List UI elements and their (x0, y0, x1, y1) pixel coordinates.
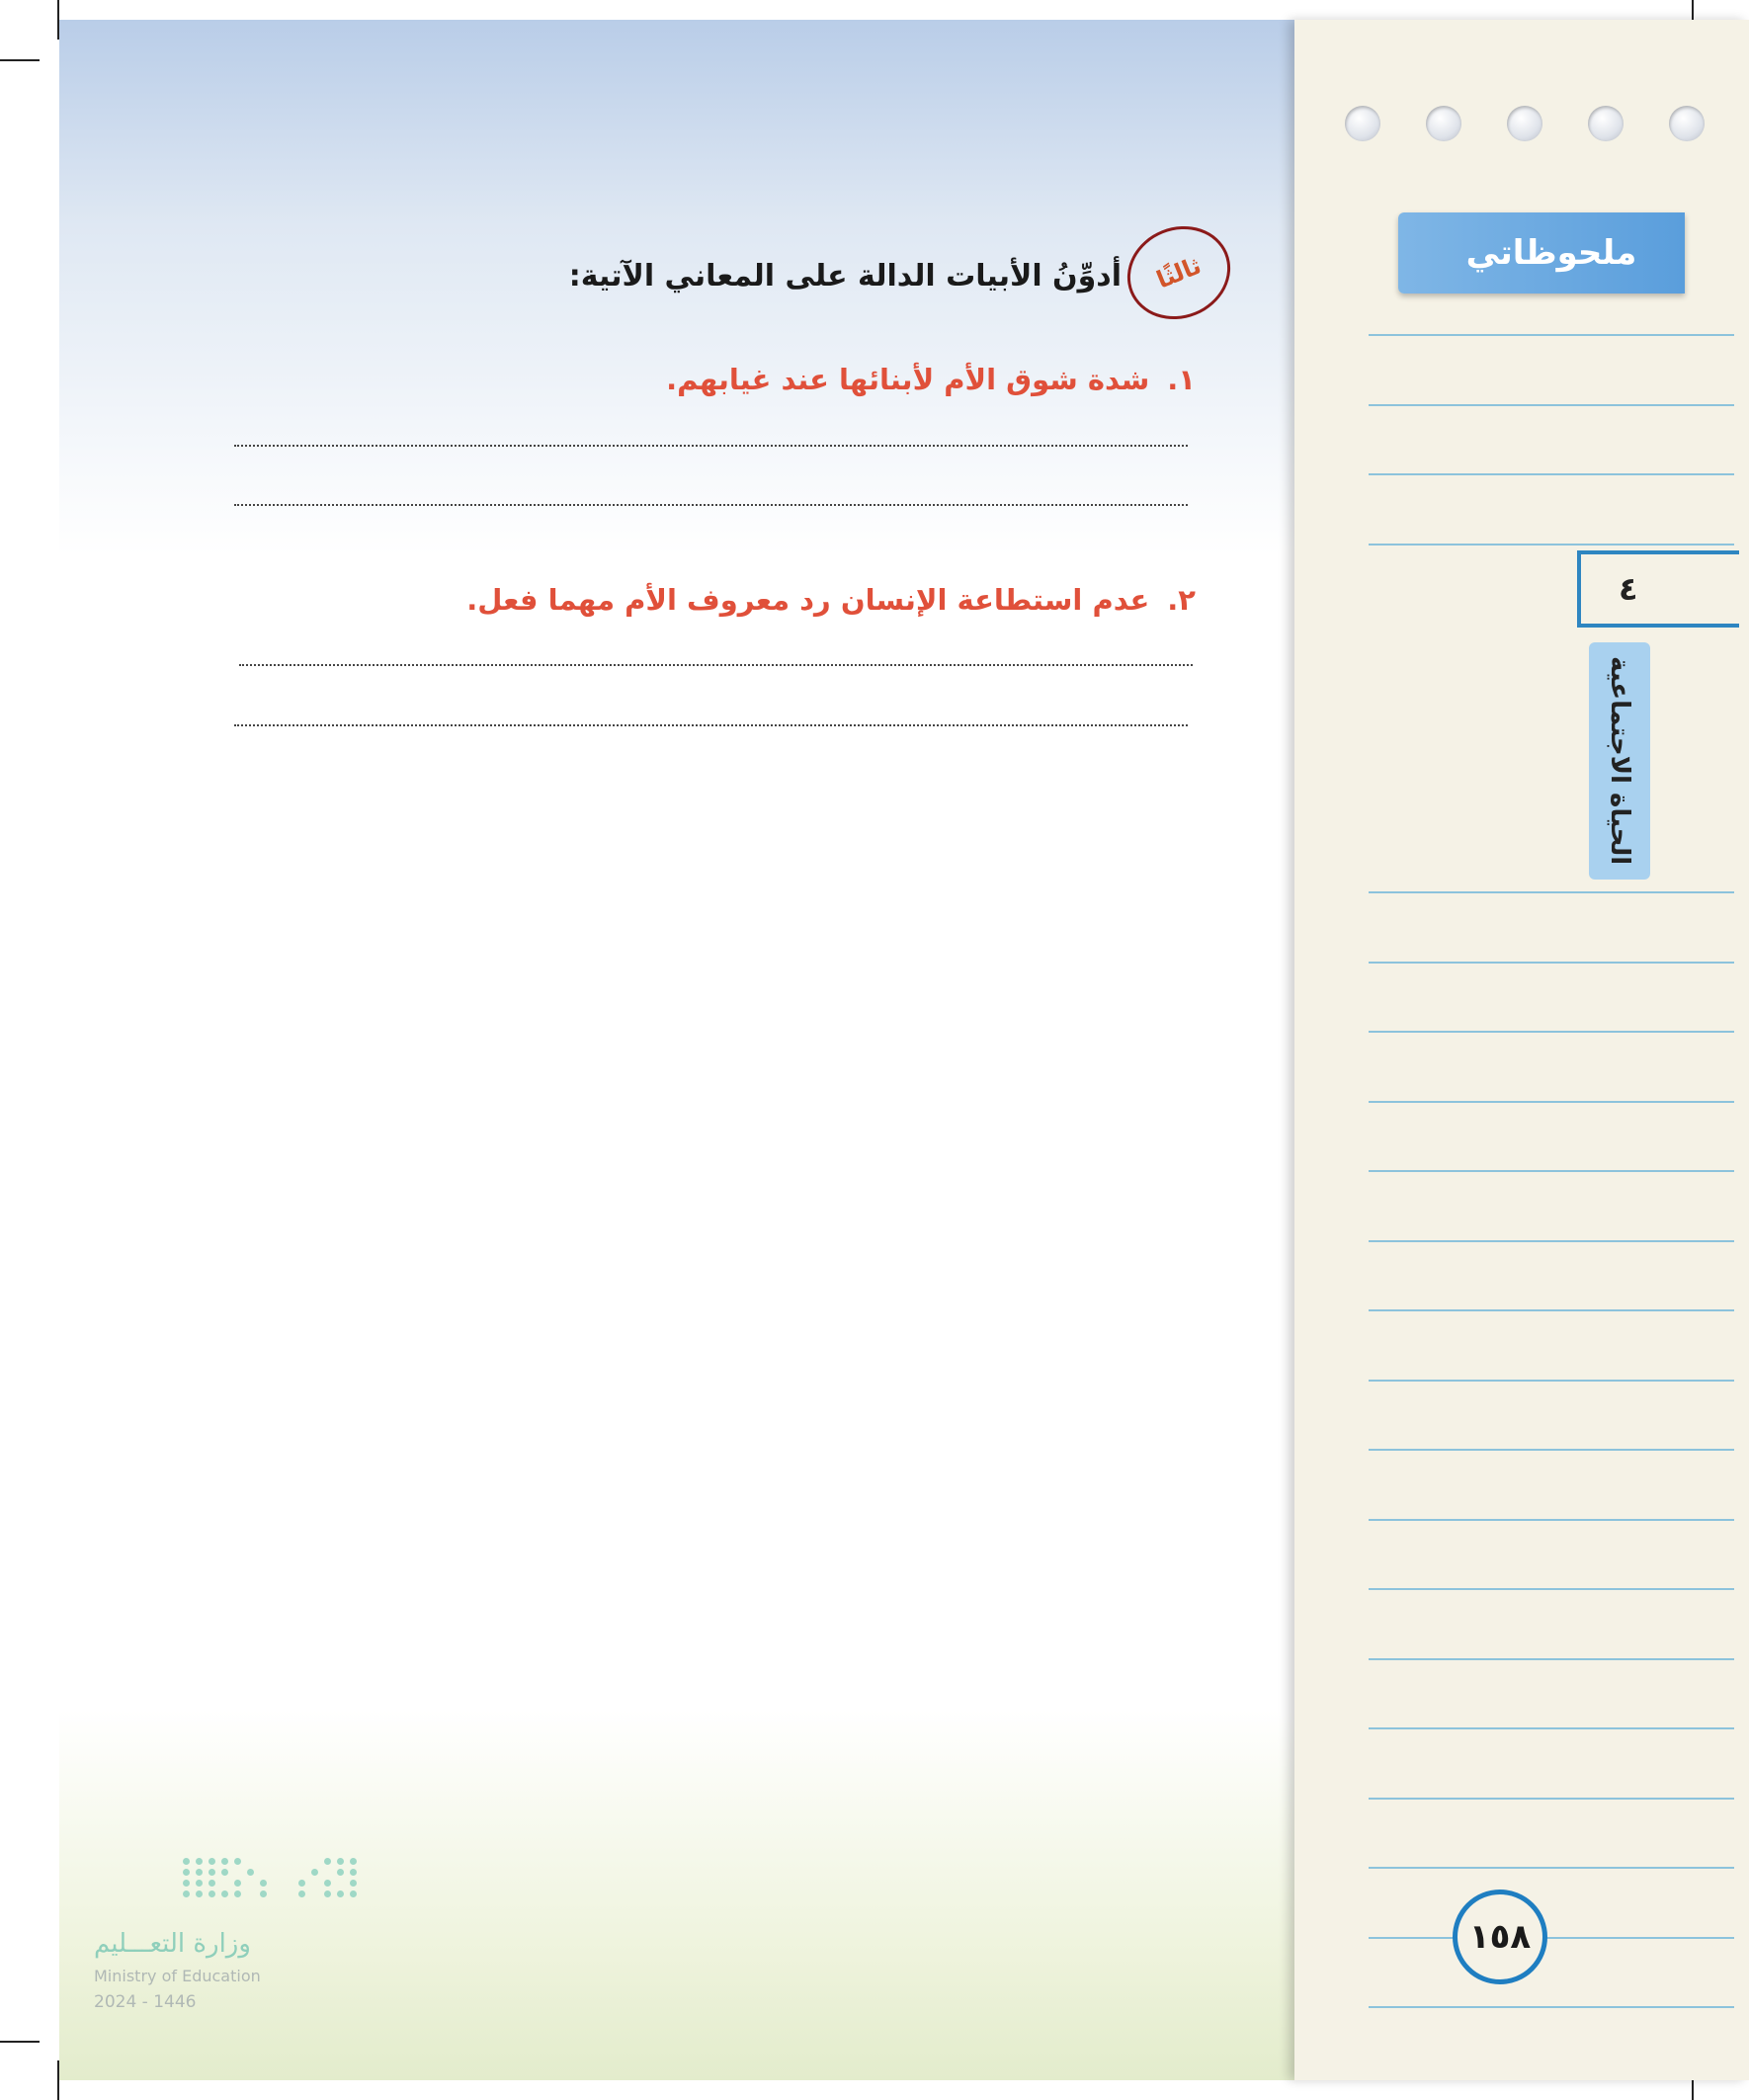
notes-ruled-line (1369, 1867, 1734, 1869)
notes-ruled-line (1369, 1798, 1734, 1800)
crop-mark (0, 59, 40, 61)
chapter-number-box (1577, 550, 1739, 628)
answer-line[interactable] (239, 664, 1193, 666)
notes-ruled-line (1369, 1170, 1734, 1172)
binder-hole-icon (1588, 106, 1624, 141)
notes-ruled-line (1369, 1380, 1734, 1382)
main-page (59, 20, 1294, 2080)
notes-ruled-line (1369, 2006, 1734, 2008)
chapter-number: ٤ (1619, 570, 1638, 608)
question-item (466, 583, 1196, 617)
notes-column (1294, 20, 1749, 2080)
page-number-badge (1453, 1890, 1547, 1984)
question-text: شدة شوق الأم لأبنائها عند غيابهم. (666, 363, 1150, 396)
notes-ruled-line (1369, 1727, 1734, 1729)
ministry-name-arabic: وزارة التعـــليم (94, 1929, 251, 1959)
notes-tab (1398, 212, 1685, 294)
binder-hole-icon (1507, 106, 1542, 141)
notes-ruled-line (1369, 1240, 1734, 1242)
notes-ruled-line (1369, 1101, 1734, 1103)
edition-year: 2024 - 1446 (94, 1992, 197, 2012)
notes-ruled-line (1369, 544, 1734, 546)
page-number: ١٥٨ (1468, 1917, 1532, 1957)
binder-hole-icon (1426, 106, 1461, 141)
notes-ruled-line (1369, 404, 1734, 406)
question-number: ٢. (1167, 583, 1196, 617)
question-item (666, 363, 1196, 396)
ministry-logo-icon (183, 1858, 359, 1897)
chapter-title: الحياة الاجتماعية (1605, 656, 1634, 866)
notes-ruled-line (1369, 1449, 1734, 1451)
crop-mark (0, 2041, 40, 2043)
section-instruction: أدوِّنُ الأبيات الدالة على المعاني الآتية: (568, 259, 1122, 294)
notes-ruled-line (1369, 962, 1734, 964)
ministry-name-english: Ministry of Education (94, 1967, 261, 1985)
binder-hole-icon (1669, 106, 1705, 141)
binder-hole-icon (1345, 106, 1380, 141)
notes-ruled-line (1369, 1519, 1734, 1521)
question-number: ١. (1167, 363, 1196, 396)
notes-ruled-line (1369, 1937, 1734, 1939)
answer-line[interactable] (234, 724, 1188, 726)
chapter-title-tab (1589, 642, 1650, 880)
notes-ruled-line (1369, 1658, 1734, 1660)
notes-ruled-line (1369, 334, 1734, 336)
notes-title: ملحوظاتي (1465, 233, 1637, 273)
ministry-logo (94, 1858, 351, 2016)
notes-ruled-line (1369, 891, 1734, 893)
question-text: عدم استطاعة الإنسان رد معروف الأم مهما فعل. (466, 583, 1150, 617)
notes-ruled-line (1369, 1309, 1734, 1311)
notes-ruled-line (1369, 1588, 1734, 1590)
section-badge-label: ثالثًا (1152, 251, 1206, 294)
notes-ruled-line (1369, 1031, 1734, 1033)
notes-ruled-line (1369, 473, 1734, 475)
answer-line[interactable] (234, 445, 1188, 447)
answer-line[interactable] (234, 504, 1188, 506)
